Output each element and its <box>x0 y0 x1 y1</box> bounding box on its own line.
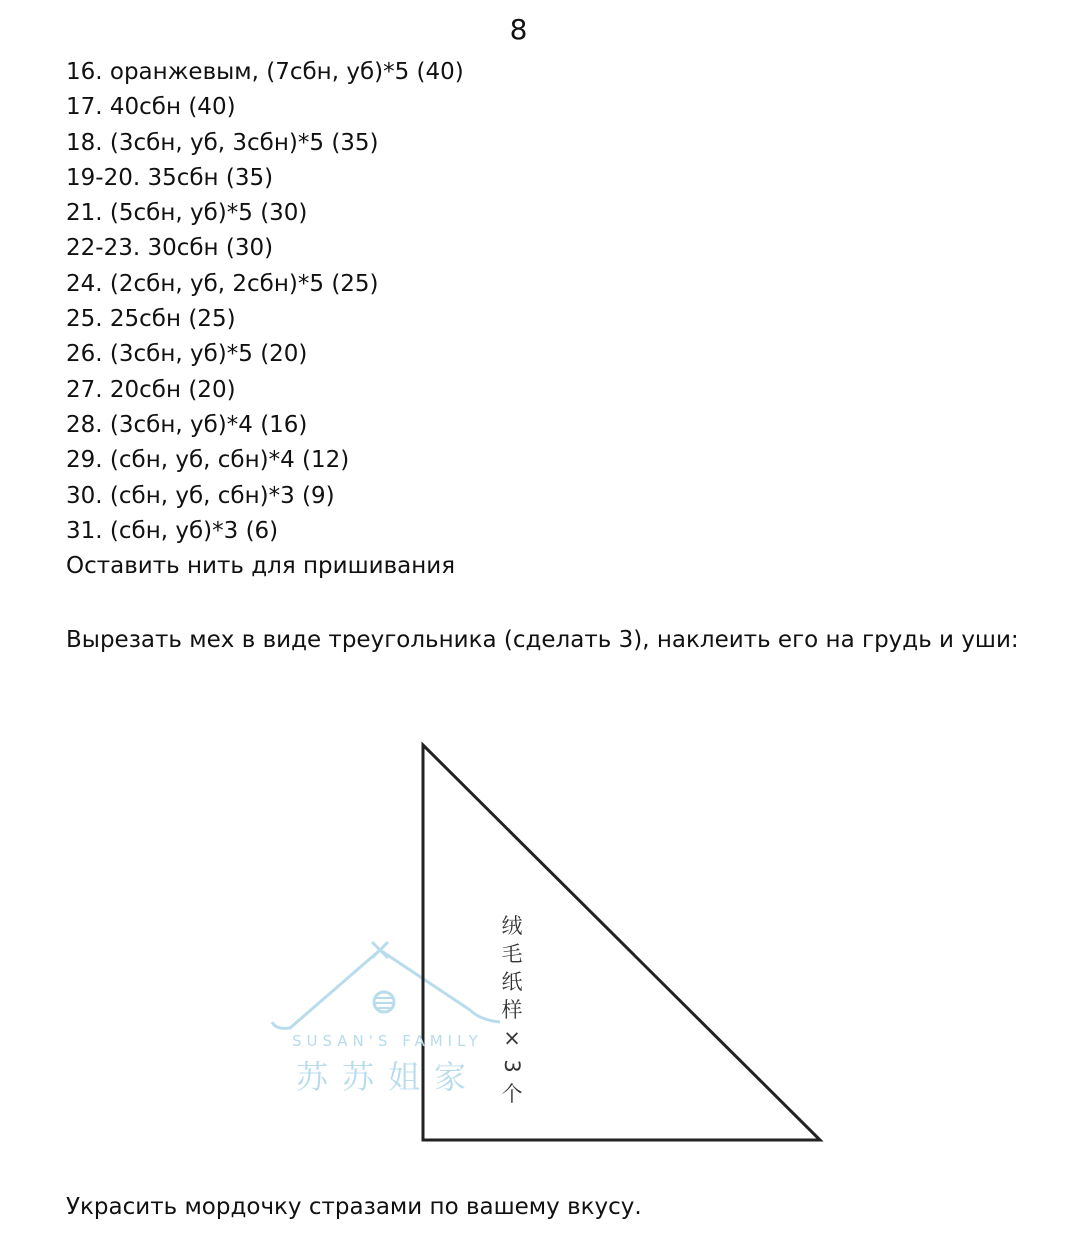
leave-thread-note: Оставить нить для пришивания <box>66 553 456 580</box>
template-label-char: 3 <box>500 1059 524 1073</box>
template-label-char: × <box>503 1026 521 1050</box>
pattern-row: 17. 40сбн (40) <box>66 94 236 121</box>
pattern-row: 28. (3сбн, уб)*4 (16) <box>66 411 308 438</box>
pattern-row: 29. (сбн, уб, сбн)*4 (12) <box>66 447 350 474</box>
page-number: 8 <box>509 13 528 46</box>
pattern-row: 16. оранжевым, (7сбн, уб)*5 (40) <box>66 59 464 85</box>
decorate-instruction: Украсить мордочку стразами по вашему вкусу. <box>66 1194 642 1220</box>
template-label-char: 个 <box>501 1082 523 1106</box>
pattern-row: 26. (3сбн, уб)*5 (20) <box>66 341 308 368</box>
watermark-text-cn: 苏苏姐家 <box>296 1058 481 1096</box>
template-label <box>497 912 527 1108</box>
fur-triangle <box>423 745 820 1140</box>
pattern-row: 18. (3сбн, уб, 3сбн)*5 (35) <box>66 129 379 156</box>
pattern-row: 21. (5сбн, уб)*5 (30) <box>66 200 308 227</box>
template-label-char: 纸 <box>501 970 523 994</box>
pattern-row: 22-23. 30сбн (30) <box>66 235 274 262</box>
template-label-char: 样 <box>501 998 523 1022</box>
pattern-row: 24. (2сбн, уб, 2сбн)*5 (25) <box>66 270 379 297</box>
template-label-char: 绒 <box>501 914 523 938</box>
pattern-row: 31. (сбн, уб)*3 (6) <box>66 517 279 544</box>
cut-fur-instruction: Вырезать мех в виде треугольника (сделать 3), наклеить его на грудь и уши: <box>66 627 1019 653</box>
pattern-row: 25. 25сбн (25) <box>66 306 236 333</box>
pattern-row: 27. 20сбн (20) <box>66 376 236 403</box>
pattern-row: 19-20. 35сбн (35) <box>66 164 274 191</box>
watermark-text-en: SUSAN'S FAMILY <box>292 1032 483 1050</box>
template-label-char: 毛 <box>501 942 523 966</box>
pattern-row: 30. (сбн, уб, сбн)*3 (9) <box>66 482 335 509</box>
pattern-rows <box>66 55 464 584</box>
watermark-logo <box>272 942 500 1028</box>
